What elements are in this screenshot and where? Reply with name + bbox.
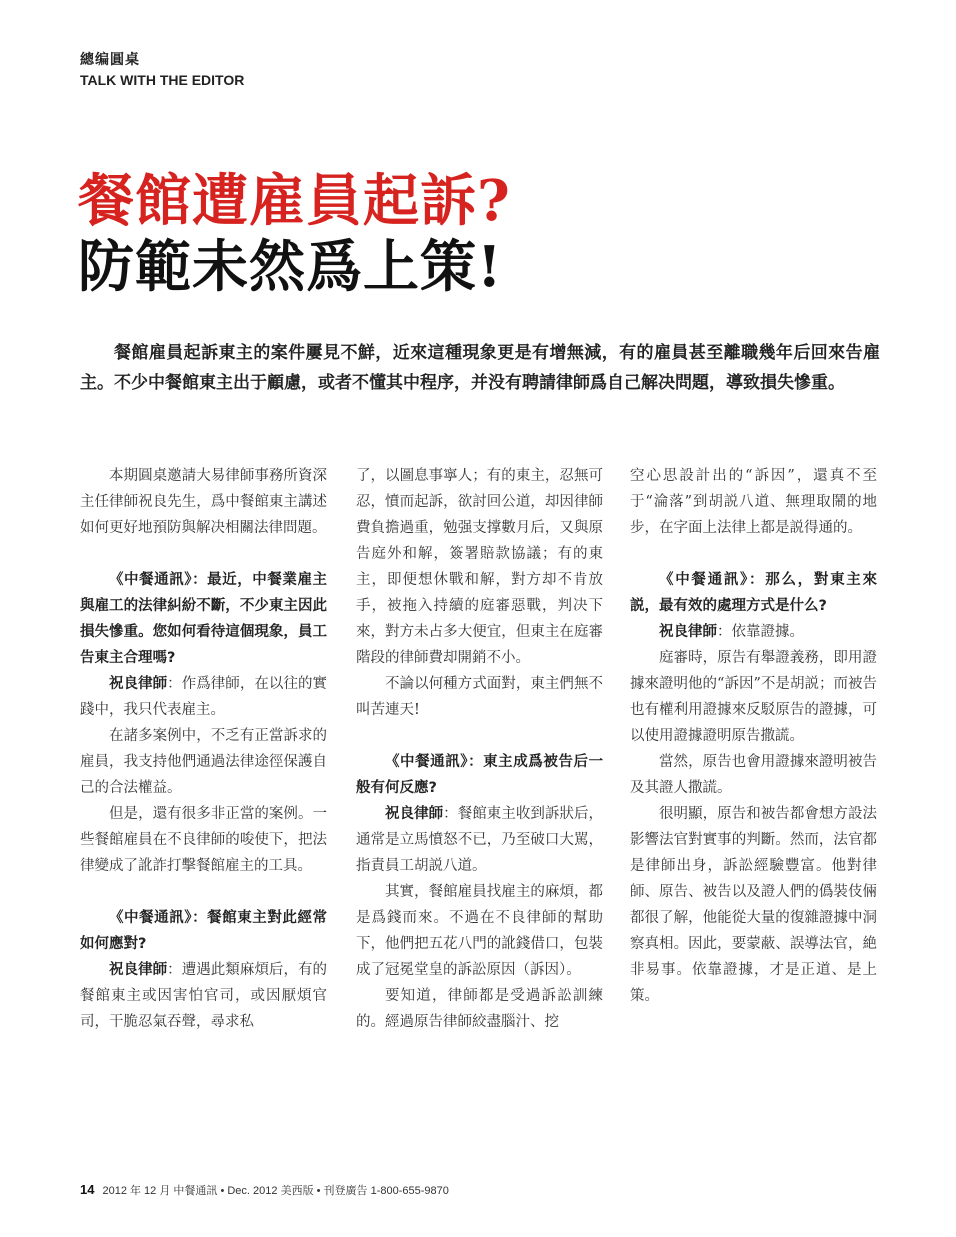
speaker: 祝良律師 — [385, 806, 444, 822]
answer-text: ：依靠證據。 — [717, 624, 804, 640]
article-title — [78, 168, 511, 300]
column-3 — [630, 463, 877, 1009]
page-number: 14 — [80, 1182, 95, 1197]
speaker: 祝良律師 — [109, 962, 168, 978]
section-label-zh: 總编圓桌 — [80, 52, 140, 68]
answer — [630, 619, 877, 645]
paragraph: 空心思設計出的“訴因”，還真不至于“淪落”到胡説八道、無理取鬧的地步，在字面上法律上都是説得通的。 — [630, 468, 877, 536]
answer-text: ：餐館東主收到訴狀后，通常是立馬憤怒不已，乃至破口大駡，指責員工胡説八道。 — [356, 806, 604, 874]
paragraph: 不論以何種方式面對，東主們無不叫苦連天! — [356, 676, 603, 718]
title-line-2: 防範未然爲上策! — [78, 234, 503, 300]
paragraph: 要知道，律師都是受過訴訟訓練的。經過原告律師絞盡腦汁、挖 — [356, 988, 603, 1030]
paragraph: 當然，原告也會用證據來證明被告及其證人撒謊。 — [630, 754, 877, 796]
answer — [80, 957, 327, 1035]
paragraph: 但是，還有很多非正當的案例。一些餐館雇員在不良律師的唆使下，把法律變成了訛詐打擊餐館雇主的工具。 — [80, 806, 327, 874]
question: 《中餐通訊》：東主成爲被告后一般有何反應? — [356, 754, 603, 796]
question: 《中餐通訊》：那么，對東主來説，最有效的處理方式是什么? — [630, 572, 877, 614]
answer-text: ：作爲律師，在以往的實踐中，我只代表雇主。 — [80, 676, 328, 718]
paragraph: 在諸多案例中，不乏有正當訴求的雇員，我支持他們通過法律途徑保護自己的合法權益。 — [80, 728, 327, 796]
section-label-en: TALK WITH THE EDITOR — [80, 72, 245, 88]
title-line-1: 餐館遭雇員起訴? — [78, 168, 511, 234]
paragraph: 庭審時，原告有舉證義務，即用證據來證明他的“訴因”不是胡説；而被告也有權利用證據來反駁原告的證據，可以使用證據證明原告撒謊。 — [630, 650, 877, 744]
paragraph: 本期圓桌邀請大易律師事務所資深主任律師祝良先生，爲中餐館東主講述如何更好地預防與解决相關法律問題。 — [80, 468, 327, 536]
speaker: 祝良律師 — [109, 676, 168, 692]
answer — [80, 671, 327, 723]
answer — [356, 801, 603, 879]
paragraph: 了，以圖息事寧人；有的東主，忍無可忍，憤而起訴，欲討回公道，却因律師費負擔過重，勉强支撑數月后，又與原告庭外和解，簽署賠款協議；有的東主，即便想休戰和解，對方却不肯放手，被拖入持續的庭審惡戰，判决下來，對方未占多大便宜，但東主在庭審階段的律師費却開銷不小。 — [356, 468, 603, 666]
lede — [80, 338, 880, 398]
lede-paragraph: 餐館雇員起訴東主的案件屢見不鮮，近來這種現象更是有增無減，有的雇員甚至離職幾年后回來告雇主。不少中餐館東主出于顧慮，或者不懂其中程序，并没有聘請律師爲自己解决問題，導致損失慘重。 — [80, 343, 880, 393]
column-1 — [80, 463, 327, 1035]
page-footer — [80, 1182, 449, 1198]
answer-text: ：遭遇此類麻煩后，有的餐館東主或因害怕官司，或因厭煩官司，干脆忍氣吞聲，尋求私 — [80, 962, 328, 1030]
speaker: 祝良律師 — [659, 624, 717, 640]
paragraph: 其實，餐館雇員找雇主的麻煩，都是爲錢而來。不過在不良律師的幫助下，他們把五花八門的訛錢借口，包裝成了冠冕堂皇的訴訟原因（訴因）。 — [356, 884, 603, 978]
question: 《中餐通訊》：最近，中餐業雇主與雇工的法律糾紛不斷，不少東主因此損失慘重。您如何看待這個現象，員工告東主合理嗎? — [80, 572, 327, 666]
column-2 — [356, 463, 603, 1035]
footer-text: 2012 年 12 月 中餐通訊 • Dec. 2012 美西版 • 刊登廣告 1-800-655-9870 — [102, 1185, 449, 1197]
question: 《中餐通訊》：餐館東主對此經常如何應對? — [80, 910, 327, 952]
paragraph: 很明顯，原告和被告都會想方設法影響法官對實事的判斷。然而，法官都是律師出身，訴訟經驗豐富。他對律師、原告、被告以及證人們的僞裝伎倆都很了解，他能從大量的復雜證據中洞察真相。因此，要蒙蔽、誤導法官，絶非易事。依靠證據，才是正道、是上策。 — [630, 806, 877, 1004]
